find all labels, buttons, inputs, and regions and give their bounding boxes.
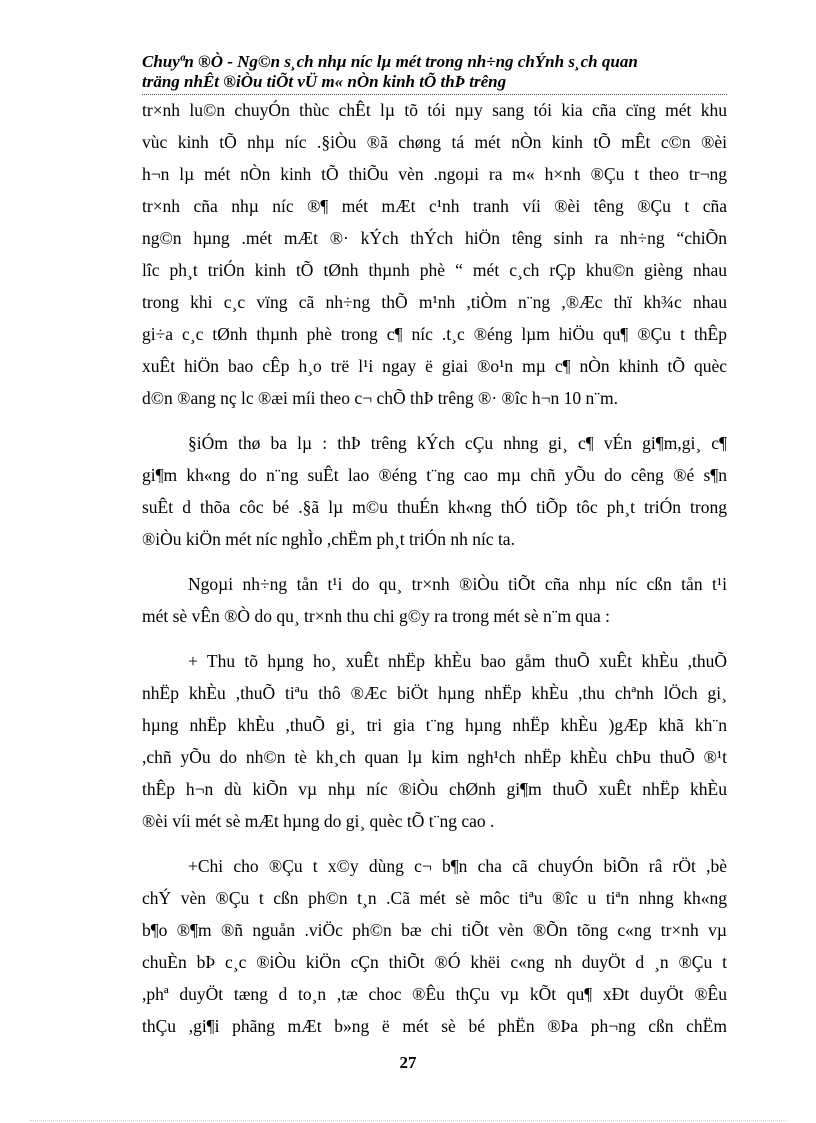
header-line-1: Chuyªn ®Ò - Ng©n s¸ch nhµ níc lµ mét trong nh÷ng chÝnh s¸ch quan xyxy=(142,52,638,71)
text-line: h¬n lµ mét nÒn kinh tÕ thiÕu vèn .ngoµi ra m« h×nh ®Çu t theo tr¬ng xyxy=(142,164,727,184)
text-line: + Thu tõ hµng ho¸ xuÊt nhËp khÈu bao gåm thuÕ xuÊt khÈu ,thuÕ xyxy=(188,651,727,671)
text-line: suÊt d thõa côc bé .§ã lµ m©u thuÉn kh«ng thÓ tiÕp tôc ph¸t triÓn trong xyxy=(142,497,727,517)
text-line: ,chñ yÕu do nh©n tè kh¸ch quan lµ kim ngh¹ch nhËp khÈu chÞu thuÕ ®¹t xyxy=(142,747,727,767)
paragraph-gap xyxy=(142,632,727,645)
header-line-2: träng nhÊt ®iÒu tiÕt vÜ m« nÒn kinh tÕ thÞ trêng xyxy=(142,72,507,91)
text-line: ng©n hµng .mét mÆt ®· kÝch thÝch hiÖn têng sinh ra nh÷ng “chiÕn xyxy=(142,228,727,248)
text-line: thÇu ,gi¶i phãng mÆt b»ng ë mét sè bé phËn ®Þa ph¬ng cßn chËm xyxy=(142,1016,727,1036)
text-line: gi¶m kh«ng do n¨ng suÊt lao ®éng t¨ng cao mµ chñ yÕu do cêng ®é s¶n xyxy=(142,465,727,485)
paragraph-5 xyxy=(142,850,727,1042)
text-line: hµng nhËp khÈu ,thuÕ gi¸ tri gia t¨ng hµng nhËp khÈu )gÆp khã kh¨n xyxy=(142,715,727,735)
text-line: tr×nh cña nhµ níc ®¶ mét mÆt c¹nh tranh víi ®èi têng ®Çu t cña xyxy=(142,196,727,216)
text-line: chuÈn bÞ c¸c ®iÒu kiÖn cÇn thiÕt ®Ó khëi c«ng nh duyÖt d ¸n ®Çu t xyxy=(142,952,727,972)
text-line: d©n ®ang nç lc ®æi míi theo c¬ chÕ thÞ trêng ®· ®îc h¬n 10 n¨m. xyxy=(142,388,619,408)
text-line: lîc ph¸t triÓn kinh tÕ tØnh thµnh phè “ mét c¸ch rÇp khu©n gièng nhau xyxy=(142,260,727,280)
paragraph-gap xyxy=(142,555,727,568)
text-line: +Chi cho ®Çu t x©y dùng c¬ b¶n cha cã chuyÓn biÕn râ rÖt ,bè xyxy=(188,856,727,876)
text-line: thÊp h¬n dù kiÕn vµ nhµ níc ®iÒu chØnh gi¶m thuÕ xuÊt nhËp khÈu xyxy=(142,779,727,799)
text-line: chÝ vèn ®Çu t cßn ph©n t¸n .Cã mét sè môc tiªu ®îc u tiªn nhng kh«ng xyxy=(142,888,727,908)
text-line: nhËp khÈu ,thuÕ tiªu thô ®Æc biÖt hµng nhËp khÈu ,thu chªnh lÖch gi¸ xyxy=(142,683,727,703)
footer-divider xyxy=(30,1120,786,1121)
text-line: mét sè vÊn ®Ò do qu¸ tr×nh thu chi g©y ra trong mét sè n¨m qua : xyxy=(142,606,611,626)
text-line: Ngoµi nh÷ng tån t¹i do qu¸ tr×nh ®iÒu tiÕt cña nhµ níc cßn tån t¹i xyxy=(188,574,727,594)
text-line: trong khi c¸c vïng cã nh÷ng thÕ m¹nh ,tiÒm n¨ng ,®Æc thï kh¾c nhau xyxy=(142,292,727,312)
text-line: gi÷a c¸c tØnh thµnh phè trong c¶ níc .t¸c ®éng lµm hiÖu qu¶ ®Çu t thÊp xyxy=(142,324,727,344)
document-body xyxy=(142,94,727,1042)
text-line: §iÓm thø ba lµ : thÞ trêng kÝch cÇu nhng gi¸ c¶ vÉn gi¶m,gi¸ c¶ xyxy=(188,433,727,453)
paragraph-1 xyxy=(142,94,727,414)
text-line: tr×nh lu©n chuyÓn thùc chÊt lµ tõ tói nµy sang tói kia cña cïng mét khu xyxy=(142,100,727,120)
paragraph-3 xyxy=(142,568,727,632)
text-line: ,phª duyÖt tæng d to¸n ,tæ choc ®Êu thÇu vµ kÕt qu¶ xÐt duyÖt ®Êu xyxy=(142,984,727,1004)
paragraph-gap xyxy=(142,414,727,427)
page-number: 27 xyxy=(399,1053,417,1072)
text-line: vùc kinh tÕ nhµ níc .§iÒu ®ã chøng tá mét nÒn kinh tÕ mÊt c©n ®èi xyxy=(142,132,727,152)
paragraph-2 xyxy=(142,427,727,555)
paragraph-4 xyxy=(142,645,727,837)
text-line: ®èi víi mét sè mÆt hµng do gi¸ quèc tÕ t¨ng cao . xyxy=(142,811,495,831)
text-line: ®iÒu kiÖn mét níc nghÌo ,chËm ph¸t triÓn nh níc ta. xyxy=(142,529,515,549)
text-line: b¶o ®¶m ®ñ nguån .viÖc ph©n bæ chi tiÕt vèn ®Õn tõng c«ng tr×nh vµ xyxy=(142,920,727,940)
text-line: xuÊt hiÖn bao cÊp h¸o trë l¹i ngay ë giai ®o¹n mµ c¶ nÒn khinh tÕ quèc xyxy=(142,356,727,376)
paragraph-gap xyxy=(142,837,727,850)
running-header xyxy=(142,52,727,95)
